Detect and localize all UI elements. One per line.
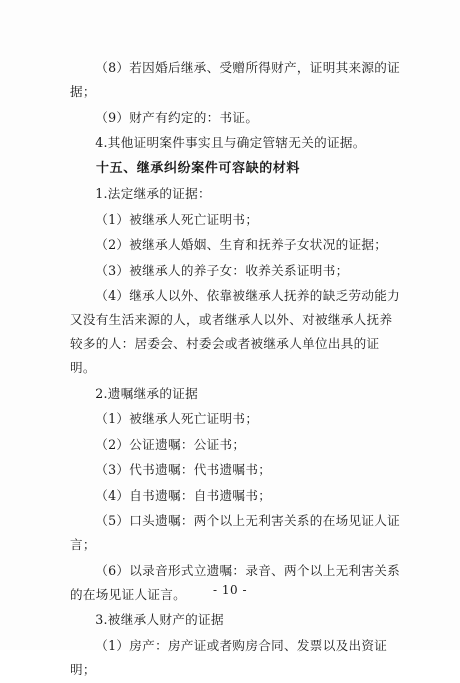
paragraph-oral-will: （5）口头遗嘱：两个以上无利害关系的在场见证人证言； (70, 513, 401, 552)
paragraph-real-estate: （1）房产：房产证或者购房合同、发票以及出资证明； (70, 637, 388, 677)
paragraph-death-certificate: （1）被继承人死亡证明书； (95, 211, 259, 227)
paragraph-statutory-inheritance: 1.法定继承的证据： (95, 186, 211, 201)
paragraph-item-9-property-agreement: （9）财产有约定的：书证。 (95, 109, 259, 125)
paragraph-dependent-persons: （4）继承人以外、依靠被继承人抚养的缺乏劳动能力又没有生活来源的人，或者继承人以外、对被继承人抚养较多的人：居委会、村委会或者被继承人单位出具的证明。 (70, 288, 401, 375)
paragraph-notarized-will: （2）公证遗嘱：公证书； (95, 436, 246, 452)
paragraph-proxy-will: （3）代书遗嘱：代书遗嘱书； (95, 462, 272, 477)
paragraph-section-4-other-evidence: 4.其他证明案件事实且与确定管辖无关的证据。 (95, 135, 366, 150)
paragraph-recorded-will: （6）以录音形式立遗嘱：录音、两个以上无利害关系的在场见证人证言。 (70, 562, 401, 602)
paragraph-adoption-certificate: （3）被继承人的养子女：收养关系证明书； (95, 262, 349, 278)
page-number: - 10 - (212, 583, 247, 597)
section-heading-inheritance: 十五、继承纠纷案件可容缺的材料 (96, 160, 301, 176)
paragraph-estate-evidence: 3.被继承人财产的证据 (95, 612, 224, 627)
paragraph-testamentary-inheritance: 2.遗嘱继承的证据 (95, 385, 199, 401)
paragraph-marriage-evidence: （2）被继承人婚姻、生育和抚养子女状况的证据； (95, 237, 388, 252)
paragraph-item-8-inherited-property: （8）若因婚后继承、受赠所得财产，证明其来源的证据； (70, 60, 401, 99)
paragraph-will-death-certificate: （1）被继承人死亡证明书； (95, 411, 259, 426)
paragraph-holographic-will: （4）自书遗嘱：自书遗嘱书； (95, 487, 272, 503)
